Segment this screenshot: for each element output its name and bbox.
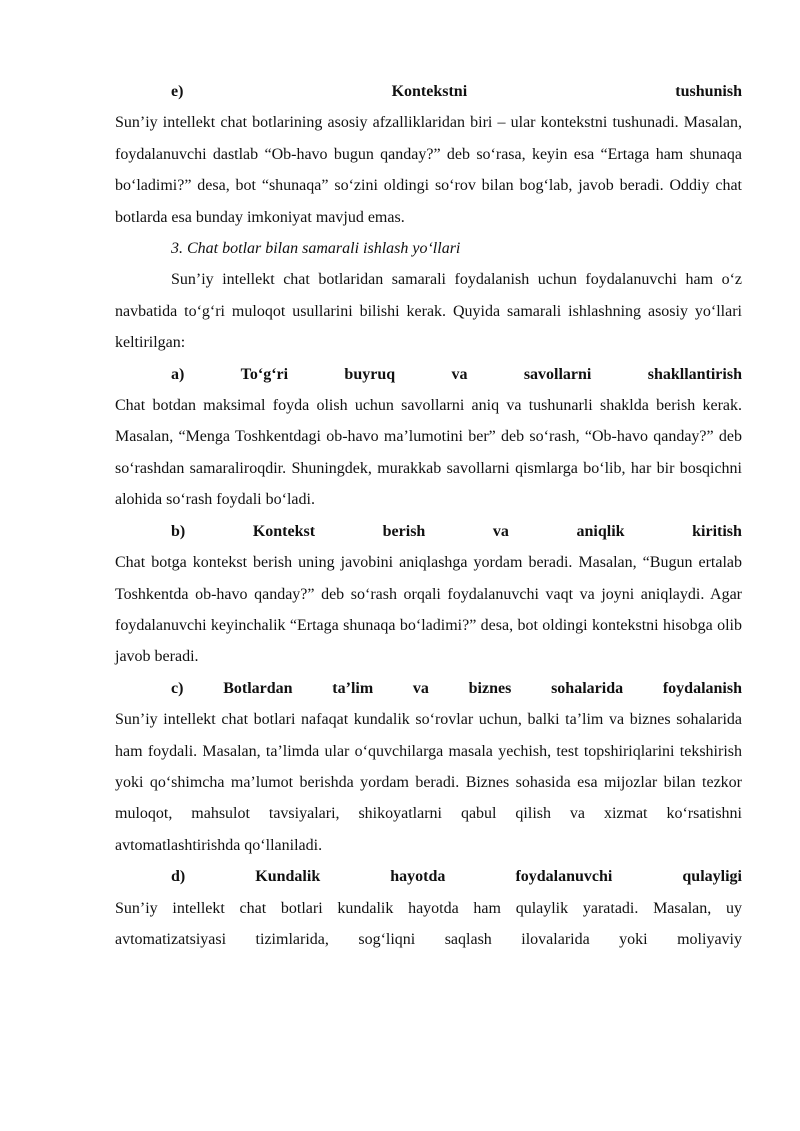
subheading-word: savollarni — [523, 365, 592, 383]
subheading-word: a) — [171, 365, 185, 383]
subheading-word: kiritish — [692, 522, 742, 540]
subheading-a — [115, 359, 742, 390]
paragraph-context-accuracy: Chat botga kontekst berish uning javobini aniqlashga yordam beradi. Masalan, “Bugun ertalab Toshkentda ob-havo qanday?” deb so‘rash orqali foydalanuvchi vaqt va joyni aniqlaydi. Agar foydalanuvchi keyinchalik “Ertaga shunaqa bo‘ladimi?” desa, bot oldingi kontekstni hisobga olib javob beradi. — [115, 554, 742, 666]
subheading-e — [115, 76, 742, 107]
subheading-word: buyruq — [344, 365, 396, 383]
subheading-word: va — [492, 522, 509, 540]
subheading-word: To‘g‘ri — [240, 365, 289, 383]
subheading-word: c) — [171, 679, 184, 697]
subheading-word: biznes — [468, 679, 512, 697]
subheading-word: berish — [382, 522, 426, 540]
subheading-b — [115, 516, 742, 547]
subheading-word: tushunish — [675, 83, 742, 100]
subheading-d — [115, 861, 742, 892]
paragraph-daily-life: Sun’iy intellekt chat botlari kundalik hayotda ham qulaylik yaratadi. Masalan, uy avtomatizatsiyasi tizimlarida, sog‘liqni saqlash ilovalarida yoki moliyaviy — [115, 899, 742, 948]
subheading-word: d) — [171, 868, 186, 886]
paragraph-intro: Sun’iy intellekt chat botlaridan samarali foydalanish uchun foydalanuvchi ham o‘z navbatida to‘g‘ri muloqot usullarini bilishi kerak. Quyida samarali ishlashning asosiy yo‘llari keltirilgan: — [115, 271, 742, 352]
subheading-word: va — [412, 679, 429, 697]
subheading-word: foydalanish — [662, 679, 742, 697]
subheading-word: ta’lim — [332, 679, 374, 697]
subheading-word: Kundalik — [255, 868, 321, 886]
subheading-c — [115, 673, 742, 704]
paragraph-education-business: Sun’iy intellekt chat botlari nafaqat kundalik so‘rovlar uchun, balki ta’lim va biznes sohalarida ham foydali. Masalan, ta’limda ular o‘quvchilarga masala yechish, test topshiriqlarini tekshirish yoki qo‘shimcha ma’lumot berishda yordam beradi. Biznes sohasida esa mijozlar bilan tezkor muloqot, mahsulot tavsiyalari, shikoyatlarni qabul qilish va xizmat ko‘rsatishni avtomatlashtirishda qo‘llaniladi. — [115, 711, 742, 854]
paragraph-context: Sun’iy intellekt chat botlarining asosiy afzalliklaridan biri – ular kontekstni tushunadi. Masalan, foydalanuvchi dastlab “Ob-havo bugun qanday?” deb so‘rasa, keyin esa “Ertaga ham shunaqa bo‘ladimi?” desa, bot “shunaqa” so‘zini oldingi so‘rov bilan bog‘lab, javob beradi. Oddiy chat botlarda esa bunday imkoniyat mavjud emas. — [115, 114, 742, 226]
subheading-word: e) — [171, 83, 184, 100]
subheading-word: Kontekstni — [391, 83, 468, 100]
subheading-word: qulayligi — [682, 868, 742, 886]
section-heading: 3. Chat botlar bilan samarali ishlash yo‘llari — [171, 240, 461, 258]
paragraph-questions: Chat botdan maksimal foyda olish uchun savollarni aniq va tushunarli shaklda berish kerak. Masalan, “Menga Toshkentdagi ob-havo ma’lumotini ber” deb so‘rash, “Ob-havo qanday?” deb so‘rashdan samaraliroqdir. Shuningdek, murakkab savollarni qismlarga bo‘lib, har bir bosqichni alohida so‘rash foydali bo‘ladi. — [115, 397, 742, 509]
subheading-word: foydalanuvchi — [515, 868, 613, 886]
subheading-word: Botlardan — [223, 679, 293, 697]
subheading-word: shakllantirish — [647, 365, 742, 383]
subheading-word: sohalarida — [551, 679, 624, 697]
subheading-word: Kontekst — [252, 522, 316, 540]
subheading-word: b) — [171, 522, 186, 540]
subheading-word: va — [451, 365, 468, 383]
document-page — [115, 76, 742, 955]
subheading-word: hayotda — [390, 868, 446, 886]
subheading-word: aniqlik — [576, 522, 625, 540]
